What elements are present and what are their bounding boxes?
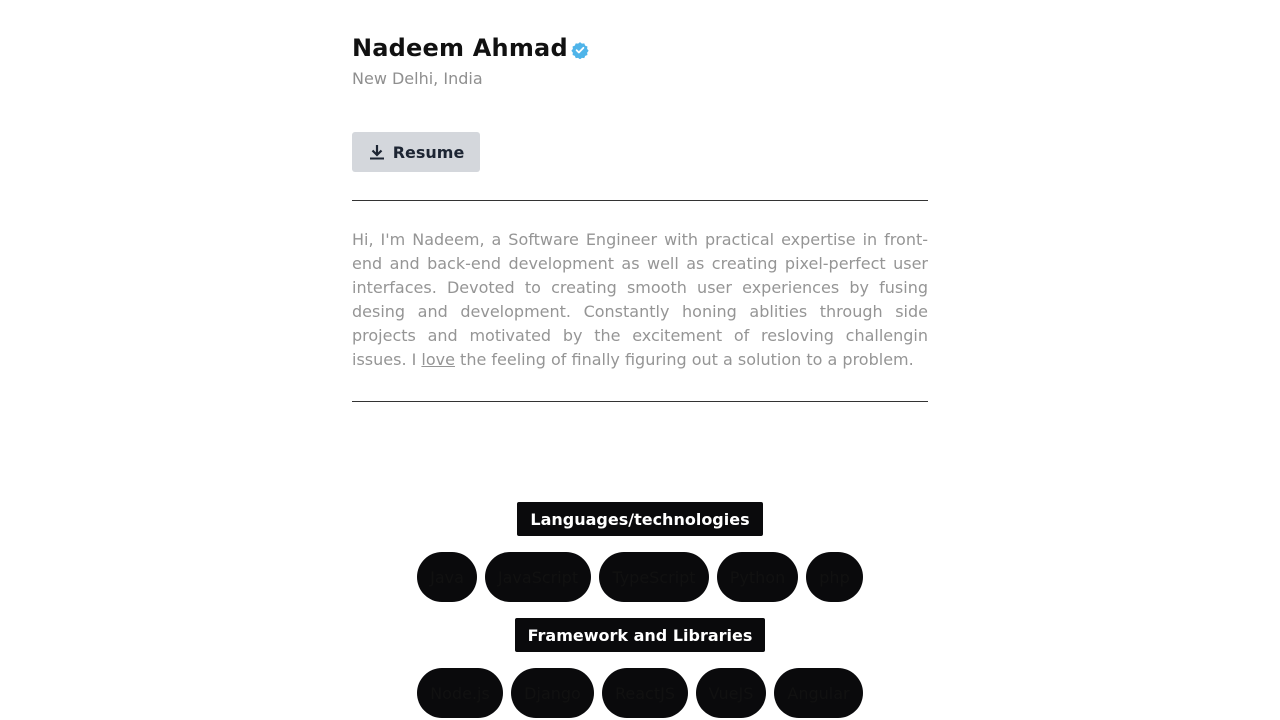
skill-pill-vuejs[interactable]: VueJS <box>696 668 766 718</box>
name-row <box>352 30 928 66</box>
skill-pill-javascript[interactable]: JavaScript <box>485 552 591 602</box>
verified-badge-icon <box>571 41 589 59</box>
resume-label: Resume <box>392 142 465 162</box>
skill-pill-typescript[interactable]: TypeScript <box>599 552 709 602</box>
divider-top <box>352 200 928 201</box>
skill-pill-php[interactable]: php <box>806 552 863 602</box>
skill-pill-django[interactable]: Django <box>511 668 594 718</box>
skill-pill-java[interactable]: Java <box>417 552 477 602</box>
section-title-languages: Languages/technologies <box>517 502 763 536</box>
languages-list <box>0 552 1280 602</box>
profile-name: Nadeem Ahmad <box>352 34 568 62</box>
skill-pill-python[interactable]: Python <box>717 552 798 602</box>
download-icon <box>368 143 386 161</box>
divider-bottom <box>352 401 928 402</box>
bio-text <box>352 228 928 372</box>
skill-pill-reactjs[interactable]: ReactJS <box>602 668 688 718</box>
frameworks-list <box>0 668 1280 718</box>
section-title-frameworks: Framework and Libraries <box>515 618 765 652</box>
bio-text-start: Hi, I'm Nadeem, a Software Engineer with practical expertise in front-end and back-end development as well as creating pixel-perfect user interfaces. Devoted to creating smooth user experiences by fusing desing and development. Constantly honing ablities through side projects and motivated by the excitement of resloving challengin issues. I <box>352 230 928 369</box>
skill-pill-angular[interactable]: Angular <box>774 668 863 718</box>
resume-download-button[interactable] <box>352 132 480 172</box>
profile-location: New Delhi, India <box>352 69 483 88</box>
bio-text-end: the feeling of finally figuring out a solution to a problem. <box>454 350 914 369</box>
skill-pill-nodejs[interactable]: Node.js <box>417 668 503 718</box>
bio-love-link[interactable]: love <box>421 350 455 369</box>
profile-header <box>352 30 928 369</box>
